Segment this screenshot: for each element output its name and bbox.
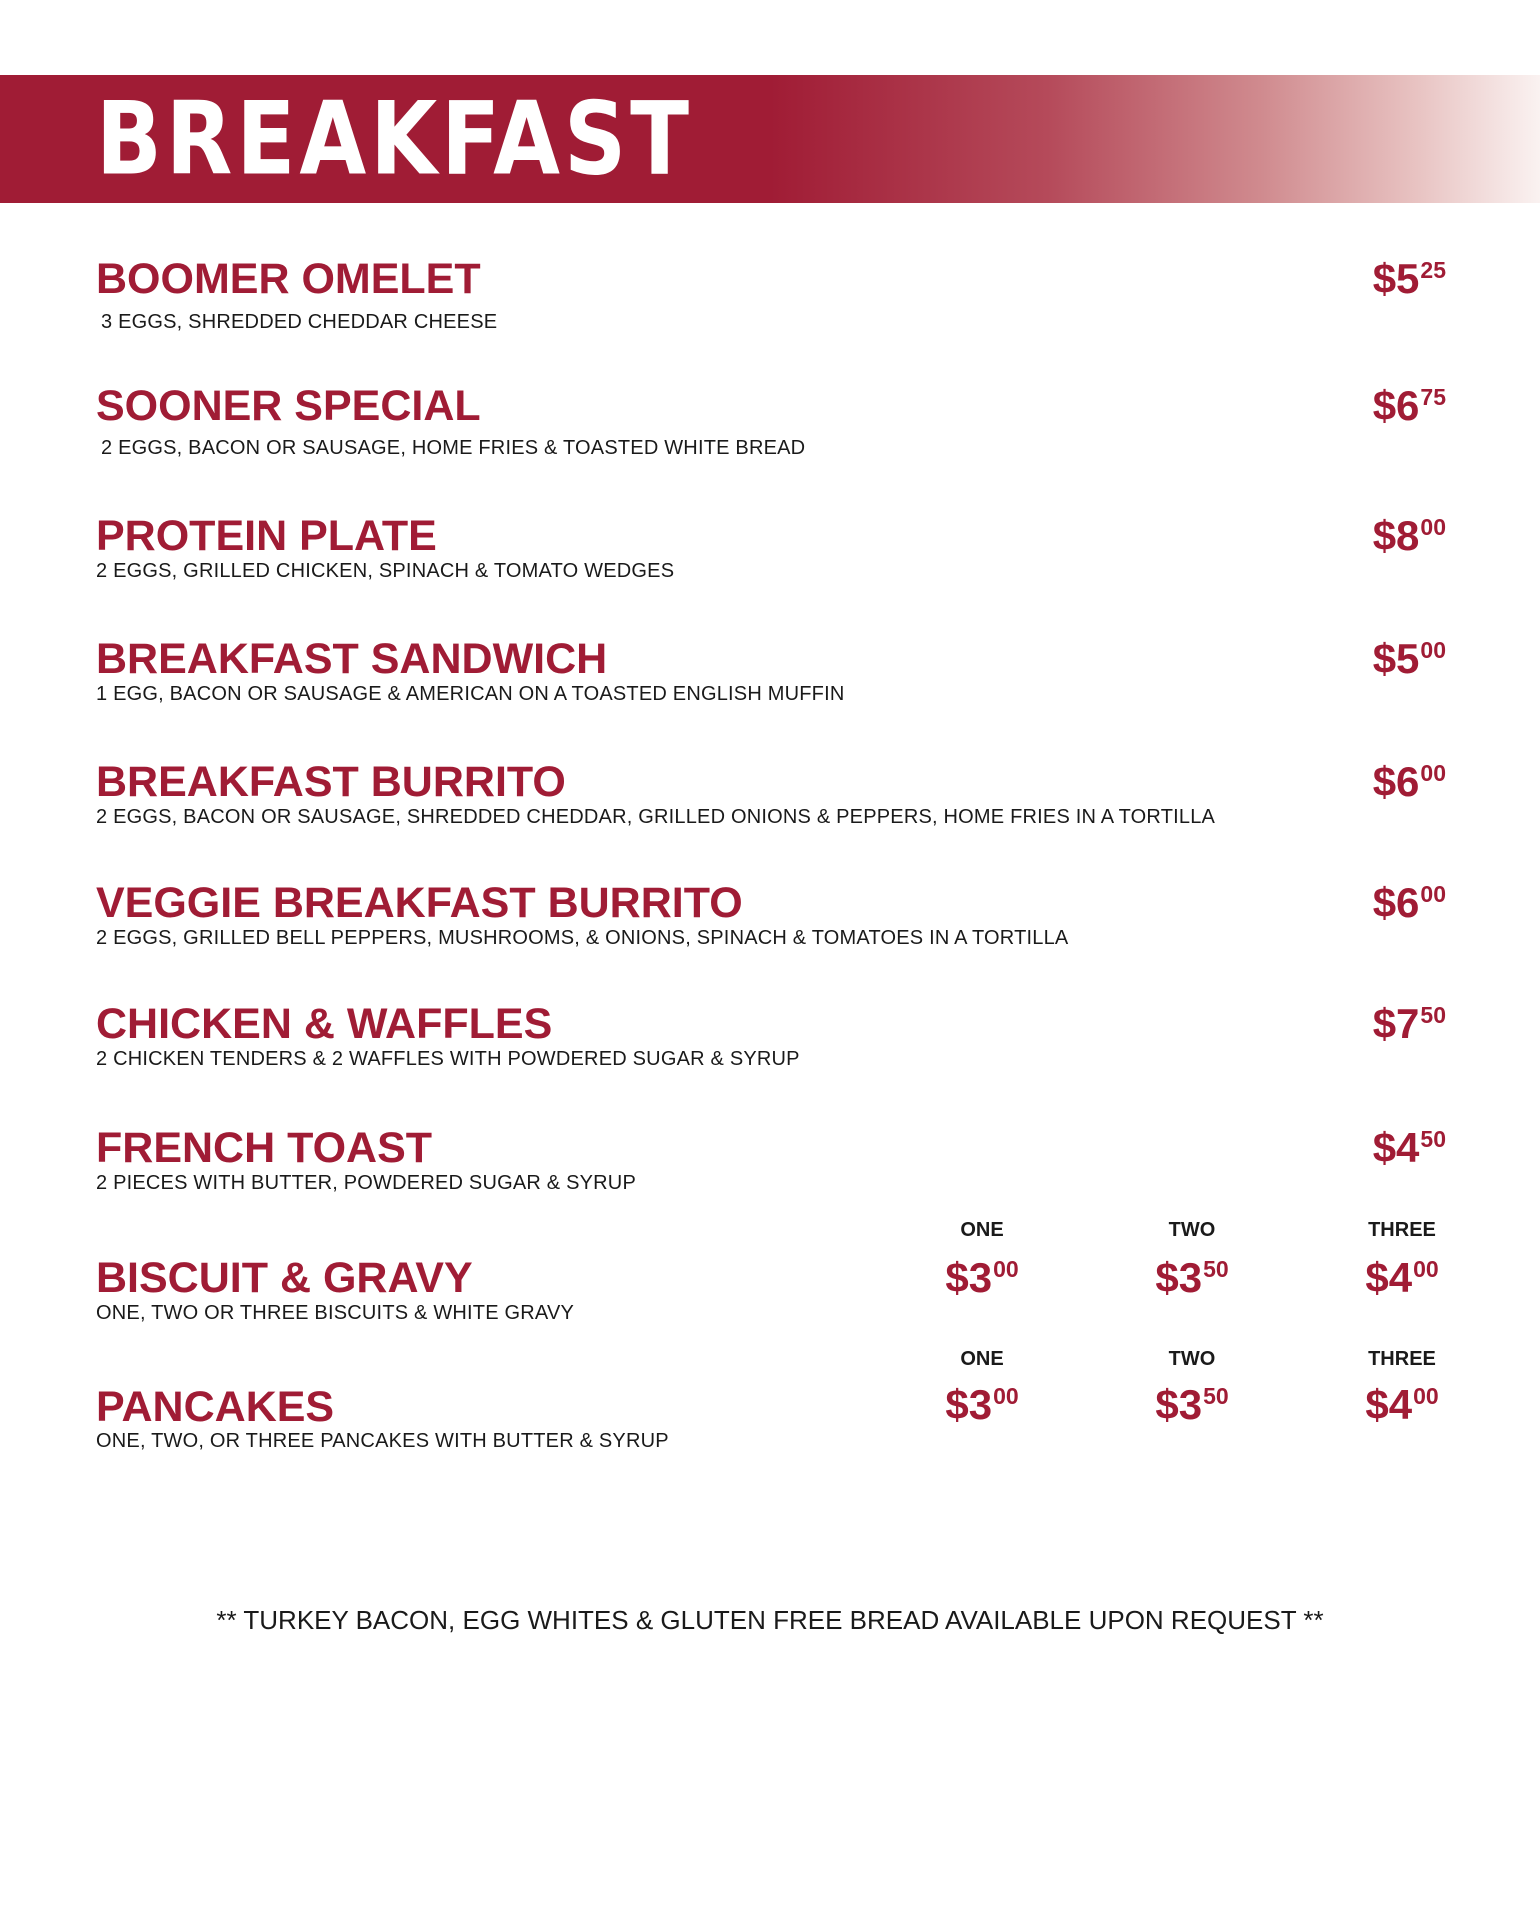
item-price: [1373, 1000, 1446, 1048]
item-price: [1373, 1124, 1446, 1172]
item-name: SOONER SPECIAL: [96, 382, 481, 430]
price-cents: 50: [1420, 1002, 1446, 1028]
price-dollars: $8: [1372, 512, 1420, 559]
price-dollars: $4: [1372, 1124, 1420, 1171]
price-cents: 00: [1420, 881, 1446, 907]
price-dollars: $5: [1372, 255, 1420, 302]
size-label: ONE: [960, 1219, 1004, 1241]
price-cents: 00: [993, 1383, 1019, 1409]
price-cents: 00: [1413, 1256, 1439, 1282]
price-cents: 75: [1420, 384, 1446, 410]
item-name: FRENCH TOAST: [96, 1124, 433, 1172]
price-cents: 00: [1413, 1383, 1439, 1409]
size-label: THREE: [1368, 1348, 1436, 1370]
item-description: 1 EGG, BACON OR SAUSAGE & AMERICAN ON A TOASTED ENGLISH MUFFIN: [96, 683, 845, 705]
price-dollars: $6: [1372, 879, 1420, 926]
item-price: [1373, 879, 1446, 927]
item-name: PANCAKES: [96, 1383, 335, 1431]
price-dollars: $4: [1365, 1381, 1413, 1428]
size-price: [1332, 1254, 1472, 1302]
price-cents: 50: [1203, 1256, 1229, 1282]
item-name: VEGGIE BREAKFAST BURRITO: [96, 879, 743, 927]
price-cents: 00: [993, 1256, 1019, 1282]
size-price: [912, 1381, 1052, 1429]
item-description: 2 EGGS, GRILLED BELL PEPPERS, MUSHROOMS, & ONIONS, SPINACH & TOMATOES IN A TORTILLA: [96, 927, 1069, 949]
item-description: 2 EGGS, BACON OR SAUSAGE, SHREDDED CHEDDAR, GRILLED ONIONS & PEPPERS, HOME FRIES IN A TORTILLA: [96, 806, 1216, 828]
item-name: BOOMER OMELET: [96, 255, 481, 303]
footer-note: ** TURKEY BACON, EGG WHITES & GLUTEN FREE BREAD AVAILABLE UPON REQUEST **: [216, 1605, 1324, 1635]
price-cents: 25: [1420, 257, 1446, 283]
size-price: [1332, 1381, 1472, 1429]
item-price: [1373, 635, 1446, 683]
item-description: 2 EGGS, BACON OR SAUSAGE, HOME FRIES & TOASTED WHITE BREAD: [101, 437, 806, 459]
item-description: 2 PIECES WITH BUTTER, POWDERED SUGAR & SYRUP: [96, 1172, 636, 1194]
size-label: TWO: [1168, 1348, 1216, 1370]
price-dollars: $7: [1372, 1000, 1420, 1047]
price-dollars: $6: [1372, 382, 1420, 429]
item-name: BISCUIT & GRAVY: [96, 1254, 473, 1302]
price-dollars: $6: [1372, 758, 1420, 805]
size-label: THREE: [1368, 1219, 1436, 1241]
price-cents: 50: [1420, 1126, 1446, 1152]
price-dollars: $3: [945, 1254, 993, 1301]
price-dollars: $5: [1372, 635, 1420, 682]
price-dollars: $3: [1155, 1254, 1203, 1301]
item-name: PROTEIN PLATE: [96, 512, 437, 560]
item-description: 3 EGGS, SHREDDED CHEDDAR CHEESE: [101, 311, 498, 333]
size-price: [1122, 1254, 1262, 1302]
item-name: BREAKFAST SANDWICH: [96, 635, 608, 683]
size-label: TWO: [1168, 1219, 1216, 1241]
price-cents: 00: [1420, 760, 1446, 786]
size-price: [1122, 1381, 1262, 1429]
item-description: ONE, TWO OR THREE BISCUITS & WHITE GRAVY: [96, 1302, 575, 1324]
item-price: [1373, 512, 1446, 560]
item-name: BREAKFAST BURRITO: [96, 758, 566, 806]
price-cents: 50: [1203, 1383, 1229, 1409]
price-dollars: $4: [1365, 1254, 1413, 1301]
item-price: [1373, 382, 1446, 430]
size-label: ONE: [960, 1348, 1004, 1370]
item-description: ONE, TWO, OR THREE PANCAKES WITH BUTTER & SYRUP: [96, 1430, 669, 1452]
item-price: [1373, 255, 1446, 303]
item-description: 2 CHICKEN TENDERS & 2 WAFFLES WITH POWDERED SUGAR & SYRUP: [96, 1048, 800, 1070]
header-banner: [0, 75, 1540, 203]
price-cents: 00: [1420, 637, 1446, 663]
price-dollars: $3: [1155, 1381, 1203, 1428]
item-price: [1373, 758, 1446, 806]
price-dollars: $3: [945, 1381, 993, 1428]
size-price: [912, 1254, 1052, 1302]
page-title: BREAKFAST: [96, 80, 694, 198]
item-name: CHICKEN & WAFFLES: [96, 1000, 553, 1048]
price-cents: 00: [1420, 514, 1446, 540]
item-description: 2 EGGS, GRILLED CHICKEN, SPINACH & TOMATO WEDGES: [96, 560, 675, 582]
